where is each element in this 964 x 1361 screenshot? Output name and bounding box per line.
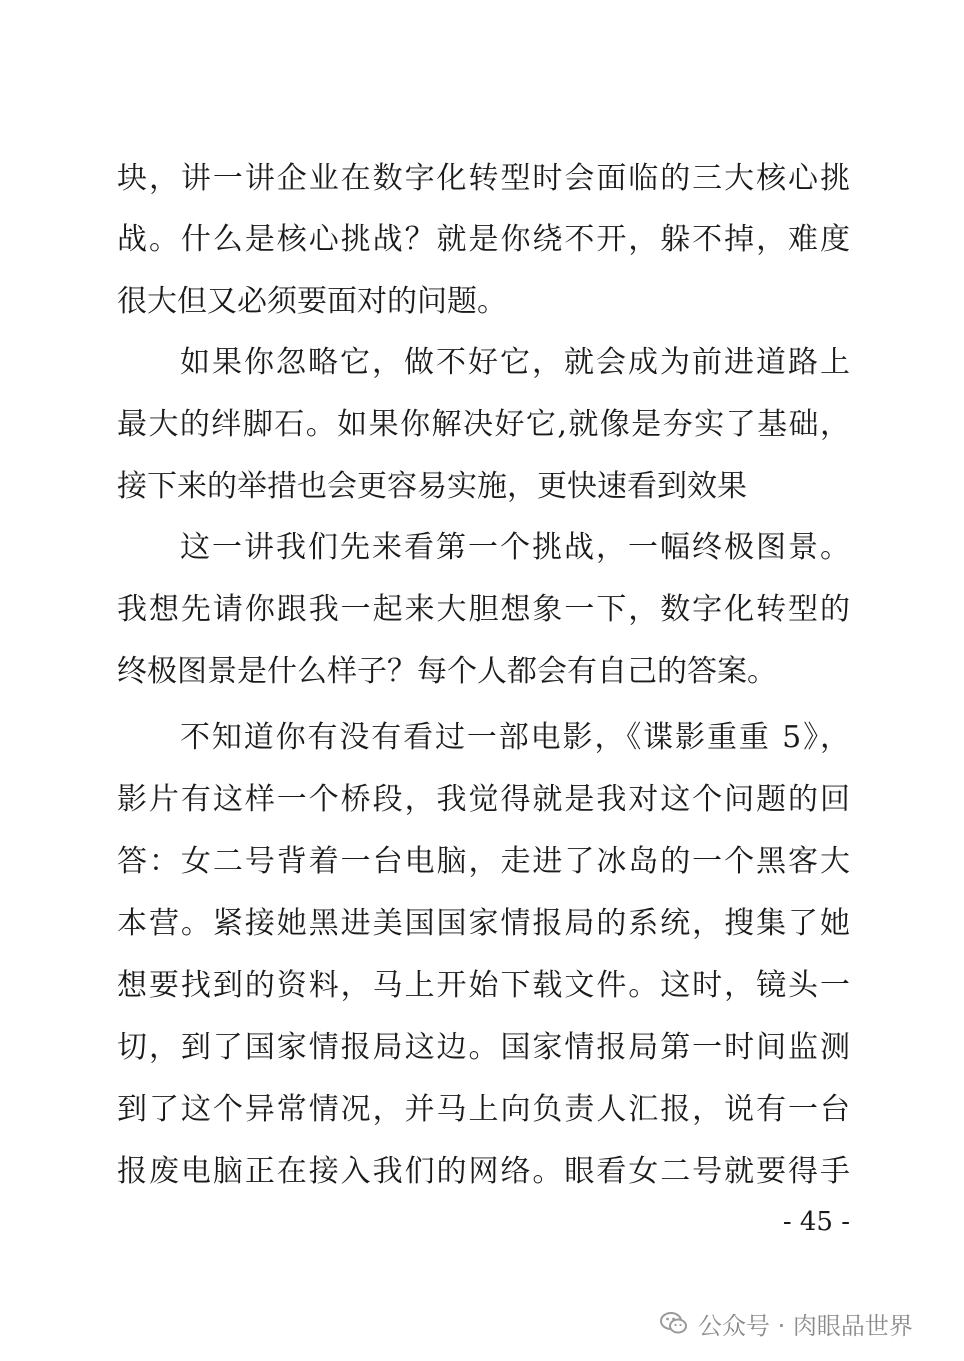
text-line: 到了这个异常情况，并马上向负责人汇报，说有一台 <box>117 1092 850 1127</box>
text-line: 我想先请你跟我一起来大胆想象一下，数字化转型的 <box>117 592 850 627</box>
paragraph-first-line: 如果你忽略它，做不好它，就会成为前进道路上 <box>180 345 850 380</box>
text-line: 最大的绊脚石。如果你解决好它,就像是夯实了基础， <box>117 407 850 442</box>
text-line: 想要找到的资料，马上开始下载文件。这时，镜头一 <box>117 968 850 1003</box>
text-line: 答：女二号背着一台电脑，走进了冰岛的一个黑客大 <box>117 844 850 879</box>
text-line: 接下来的举措也会更容易实施，更快速看到效果 <box>117 469 747 504</box>
page-number: - 45 - <box>782 1207 850 1237</box>
text-line: 报废电脑正在接入我们的网络。眼看女二号就要得手 <box>117 1154 850 1189</box>
watermark-text: 公众号 · 肉眼品世界 <box>698 1311 913 1340</box>
watermark <box>660 1303 913 1343</box>
text-line: 很大但又必须要面对的问题。 <box>117 284 507 319</box>
paragraph-first-line: 这一讲我们先来看第一个挑战，一幅终极图景。 <box>180 530 850 565</box>
text-line: 切，到了国家情报局这边。国家情报局第一时间监测 <box>117 1030 850 1065</box>
text-line: 影片有这样一个桥段，我觉得就是我对这个问题的回 <box>117 782 850 817</box>
text-line: 战。什么是核心挑战？就是你绕不开，躲不掉，难度 <box>117 222 850 257</box>
text-line: 本营。紧接她黑进美国国家情报局的系统，搜集了她 <box>117 906 850 941</box>
text-line: 终极图景是什么样子？每个人都会有自己的答案。 <box>117 654 777 689</box>
wechat-icon <box>660 1311 688 1335</box>
text-line: 块，讲一讲企业在数字化转型时会面临的三大核心挑 <box>117 161 850 196</box>
paragraph-first-line: 不知道你有没有看过一部电影，《谍影重重 5》， <box>180 720 850 755</box>
